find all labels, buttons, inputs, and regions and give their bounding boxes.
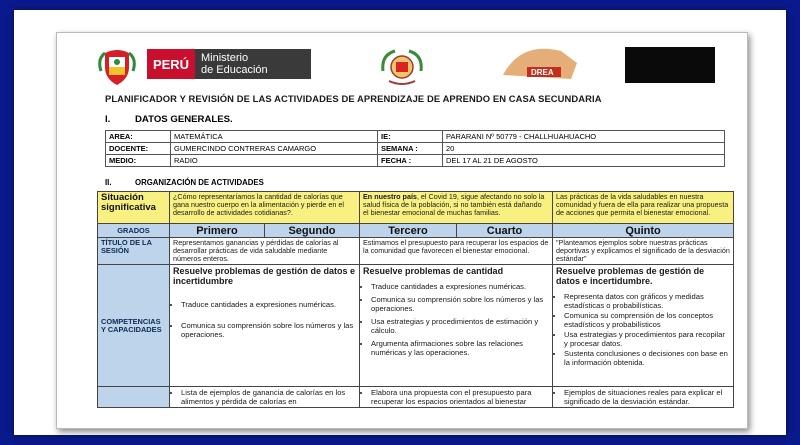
situacion-label-cell [98, 192, 170, 224]
list-item: • Sustenta conclusiones o decisiones con base en la información obtenida. [564, 349, 730, 367]
table-row [98, 238, 734, 265]
fecha-key: FECHA : [378, 155, 443, 167]
producto-1 [170, 387, 360, 408]
section-2-label: ORGANIZACIÓN DE ACTIVIDADES [135, 178, 264, 187]
ministerio-line1: Ministerio [201, 52, 249, 64]
section-2-heading [105, 178, 264, 187]
table-row [98, 224, 734, 238]
competencia-1-title: Resuelve problemas de gestión de datos e incertidumbre [173, 266, 356, 286]
section-1-heading [105, 114, 233, 125]
image-frame [14, 10, 786, 435]
grados-label: GRADOS [98, 224, 170, 238]
peru-coat-of-arms-icon [97, 47, 137, 87]
producto-label-cell [98, 387, 170, 408]
section-2-number: II. [105, 178, 112, 187]
competencias-1 [170, 265, 360, 387]
situacion-2 [360, 192, 553, 224]
situacion-2-lead: En nuestro país [363, 192, 417, 201]
grade-primero: Primero [170, 224, 265, 238]
document-title: PLANIFICADOR Y REVISIÓN DE LAS ACTIVIDADES DE APRENDIZAJE DE APRENDO EN CASA SECUNDARIA [105, 93, 602, 104]
list-item: • Usa estrategias y procedimientos para recopilar y procesar datos. [564, 330, 730, 348]
situacion-1-text: ¿Cómo representaríamos la cantidad de calorías que gana nuestro cuerpo en la alimentación y pierde en el desarrollo de actividades cotidianas?. [173, 192, 345, 217]
medio-value: RADIO [171, 155, 378, 167]
peru-logo: PERÚ [147, 49, 195, 79]
drea-logo-text: DREA [531, 68, 554, 77]
list-item: • Traduce cantidades a expresiones numéricas. [371, 282, 549, 291]
activities-table [97, 191, 734, 408]
producto-2 [360, 387, 553, 408]
list-item: • Elabora una propuesta con el presupuesto para recuperar los espacios orientados al bienestar [371, 388, 549, 406]
table-row [106, 143, 725, 155]
area-key: AREA: [106, 131, 171, 143]
list-item: • Ejemplos de situaciones reales para explicar el significado de la desviación estándar. [564, 388, 730, 406]
semana-key: SEMANA : [378, 143, 443, 155]
redacted-logo [625, 47, 715, 83]
list-item: • Usa estrategias y procedimientos de estimación y cálculo. [371, 317, 549, 335]
capacidades-1-list [173, 300, 356, 339]
ie-key: IE: [378, 131, 443, 143]
header-logos [57, 33, 747, 89]
situacion-3 [553, 192, 734, 224]
producto-3 [553, 387, 734, 408]
grade-cuarto: Cuarto [457, 224, 553, 238]
section-1-label: DATOS GENERALES. [135, 114, 233, 125]
list-item: • Comunica su comprensión de los conceptos estadísticos y probabilísticos [564, 311, 730, 329]
situacion-3-text: Las prácticas de la vida saludables en nuestra comunidad y fuera de ella para realizar una propuesta de acciones que permita el bienestar emocional. [556, 192, 729, 217]
document-page [56, 32, 748, 429]
fecha-value: DEL 17 AL 21 DE AGOSTO [443, 155, 725, 167]
drea-logo-icon [501, 45, 579, 85]
competencias-2 [360, 265, 553, 387]
table-row [106, 155, 725, 167]
area-value: MATEMÁTICA [171, 131, 378, 143]
list-item: • Argumenta afirmaciones sobre las relaciones numéricas y las operaciones. [371, 339, 549, 357]
competencia-2-title: Resuelve problemas de cantidad [363, 266, 504, 276]
table-row [98, 192, 734, 224]
titulo-label: TÍTULO DE LA SESIÓN [98, 238, 170, 265]
medio-key: MEDIO: [106, 155, 171, 167]
ministerio-logo [195, 49, 311, 79]
list-item: • Lista de ejemplos de ganancia de calorías en los alimentos y pérdida de calorías en [181, 388, 356, 406]
grade-tercero: Tercero [360, 224, 457, 238]
capacidades-2-list [363, 282, 549, 357]
competencia-3-title: Resuelve problemas de gestión de datos e incertidumbre. [556, 266, 705, 286]
semana-value: 20 [443, 143, 725, 155]
list-item: • Comunica su comprensión sobre los números y las operaciones. [371, 295, 549, 313]
situacion-1 [170, 192, 360, 224]
titulo-3: "Planteamos ejemplos sobre nuestras prácticas deportivas y explicamos el significado de la desviación estándar" [553, 238, 734, 265]
titulo-2: Estimamos el presupuesto para recuperar los espacios de la comunidad que favorecen el bienestar emocional. [360, 238, 553, 265]
table-row [106, 131, 725, 143]
grade-segundo: Segundo [265, 224, 360, 238]
competencias-label: COMPETENCIAS Y CAPACIDADES [98, 265, 170, 387]
titulo-1: Representamos ganancias y pérdidas de calorías al desarrollar prácticas de vida saludable mediante números enteros. [170, 238, 360, 265]
table-row [98, 265, 734, 387]
ministerio-line2: de Educación [201, 64, 268, 76]
table-row [98, 387, 734, 408]
capacidades-3-list [556, 292, 730, 367]
list-item: • Representa datos con gráficos y medidas estadísticas o probabilísticas. [564, 292, 730, 310]
docente-value: GUMERCINDO CONTRERAS CAMARGO [171, 143, 378, 155]
situacion-label: Situación significativa [101, 192, 156, 213]
list-item: • Comunica su comprensión sobre los números y las operaciones. [181, 321, 356, 339]
general-data-table [105, 130, 725, 167]
institution-emblem-icon [379, 47, 425, 87]
list-item: • Traduce cantidades a expresiones numéricas. [181, 300, 356, 309]
ie-value: PARARANI Nº 50779 - CHALLHUAHUACHO [443, 131, 725, 143]
competencias-3 [553, 265, 734, 387]
docente-key: DOCENTE: [106, 143, 171, 155]
grade-quinto: Quinto [553, 224, 734, 238]
situacion-2-text: , el Covid 19, sigue afectando no solo la salud física de la población, si no también está dañando el bienestar emocional de muchas familias. [363, 192, 545, 217]
section-1-number: I. [105, 114, 111, 125]
